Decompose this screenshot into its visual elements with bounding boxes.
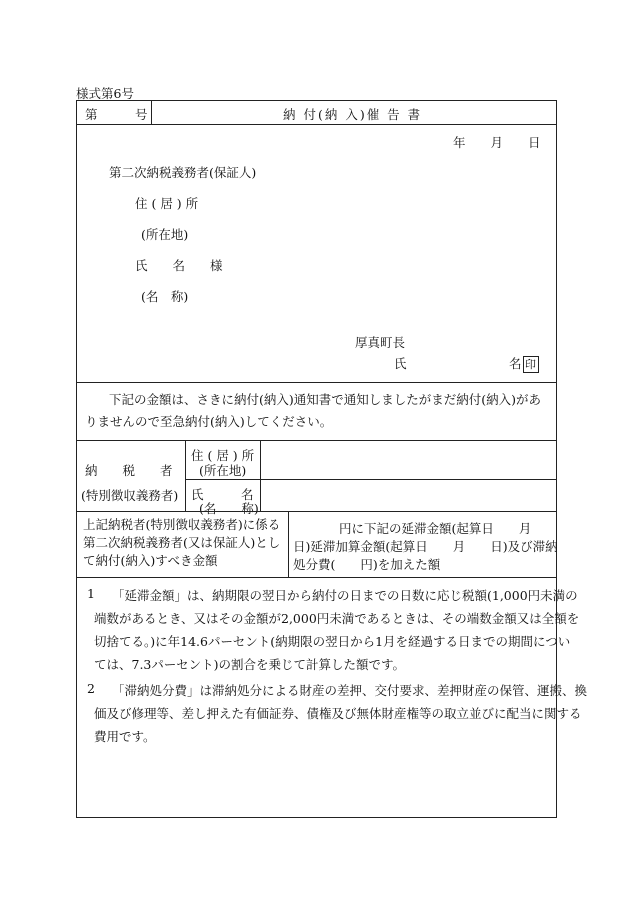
header-rule — [77, 124, 556, 125]
taxpayer-title-label: (名 称) — [199, 501, 259, 516]
note2-line3: 費用です。 — [94, 729, 156, 744]
header-divider — [151, 101, 152, 124]
notice-form — [76, 100, 588, 818]
addressee-location-label: (所在地) — [141, 227, 189, 242]
seal-mark: 印 — [523, 356, 539, 373]
taxpayer-label: 納 税 者 — [85, 463, 173, 478]
note1-line3: 切捨てる。)に年14.6パーセント(納期限の翌日から1月を経過する日までの期間につい — [94, 634, 571, 649]
note2-number: 2 — [87, 681, 95, 696]
amount-right-line3: 処分費( 円)を加えた額 — [293, 557, 441, 572]
notice-rule — [77, 440, 556, 441]
addressee-address-label: 住 ( 居 ) 所 — [135, 196, 199, 211]
taxpayer-inner-rule — [185, 479, 556, 480]
form-title: 納 付(納 入)催 告 書 — [283, 107, 423, 122]
issuer-name-left: 氏 — [394, 356, 407, 371]
note1-line4: ては、7.3パーセント)の割合を乗じて計算した額です。 — [94, 657, 406, 672]
addressee-heading: 第二次納税義務者(保証人) — [109, 165, 257, 180]
amount-left-text: 上記納税者(特別徴収義務者)に係る第二次納税義務者(又は保証人)として納付(納入)すべき金額 — [83, 517, 281, 568]
issuer-name-right-label: 名 — [509, 356, 522, 371]
taxpayer-sublabel: (特別徴収義務者) — [81, 488, 179, 503]
issuer-name-right — [509, 354, 539, 373]
note2-line1: 「滞納処分費」は滞納処分による財産の差押、交付要求、差押財産の保管、運搬、換 — [112, 683, 588, 698]
amount-right-line2: 日)延滞加算金額(起算日 月 日)及び滞納 — [293, 539, 558, 554]
amount-right-line1: 円に下記の延滞金額(起算日 月 — [339, 521, 532, 536]
taxpayer-divider-2 — [260, 440, 261, 511]
addressee-title-label: (名 称) — [141, 289, 189, 304]
taxpayer-address-label: 住 ( 居 ) 所 — [191, 448, 255, 463]
addressee-name-label: 氏 名 様 — [135, 258, 223, 273]
note2-line2: 価及び修理等、差し押えた有価証券、債権及び無体財産権等の取立並びに配当に関する — [94, 706, 582, 721]
note1-line2: 端数があるとき、又はその金額が2,000円未満であるときは、その端数金額又は全額を — [94, 611, 580, 626]
form-number: 様式第6号 — [76, 86, 134, 101]
note1-number: 1 — [87, 586, 95, 601]
issue-date: 年 月 日 — [453, 135, 541, 150]
amount-divider — [288, 511, 289, 577]
note1-line1: 「延滞金額」は、納期限の翌日から納付の日までの日数に応じ税額(1,000円未満の — [112, 588, 578, 603]
taxpayer-rule — [77, 511, 556, 512]
document-number-label: 第 号 — [85, 107, 148, 122]
addressee-rule — [77, 382, 556, 383]
issuer-office: 厚真町長 — [355, 335, 406, 350]
taxpayer-name-label: 氏 名 — [191, 487, 254, 502]
notice-text: 下記の金額は、さきに納付(納入)通知書で通知しましたがまだ納付(納入)がありませんので至急納付(納入)してください。 — [85, 392, 542, 429]
taxpayer-divider-1 — [185, 440, 186, 511]
amount-rule — [77, 577, 556, 578]
taxpayer-location-label: (所在地) — [199, 463, 247, 478]
